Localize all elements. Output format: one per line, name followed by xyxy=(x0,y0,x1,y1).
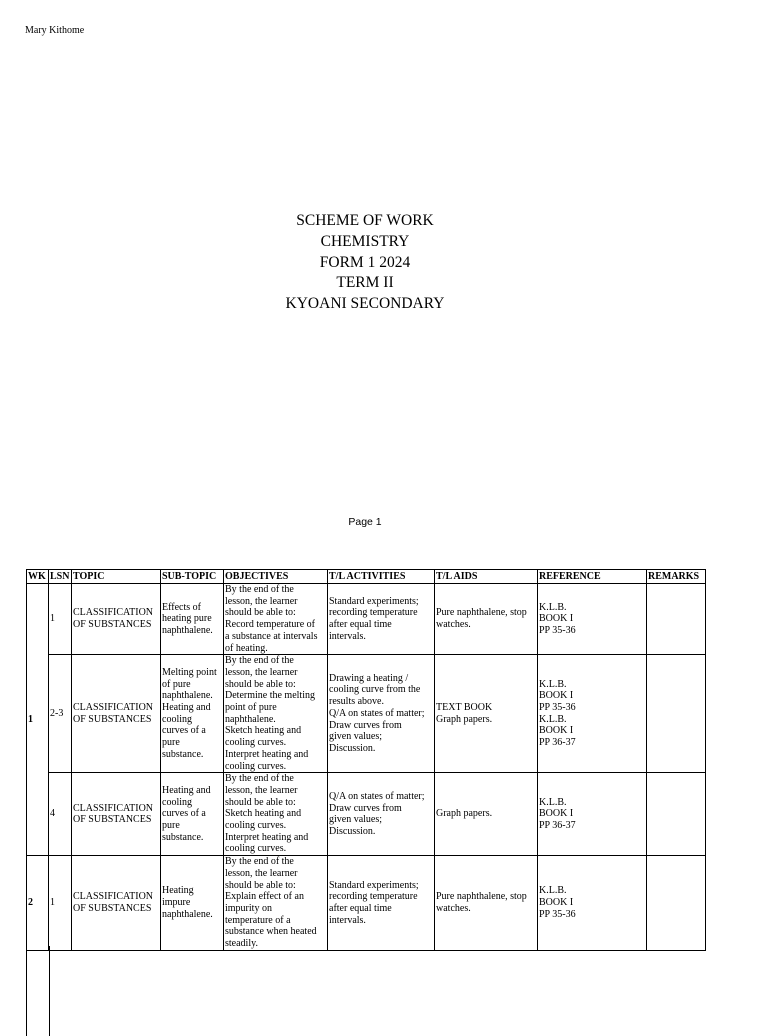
subtopic-cell: Heating impure naphthalene. xyxy=(161,856,224,951)
week-cell: 2 xyxy=(27,856,49,951)
header-objectives: OBJECTIVES xyxy=(224,570,328,584)
lesson-cell: 4 xyxy=(49,773,72,856)
remarks-cell xyxy=(647,584,706,655)
title-line: TERM II xyxy=(336,274,394,292)
header-remarks: REMARKS xyxy=(647,570,706,584)
activities-cell: Standard experiments; recording temperature after equal time intervals. xyxy=(328,856,435,951)
lesson-cell: 2-3 xyxy=(49,655,72,773)
title-line: FORM 1 2024 xyxy=(319,253,411,271)
header-wk: WK xyxy=(27,570,49,584)
reference-cell: K.L.B. BOOK I PP 35-36 xyxy=(538,856,647,951)
lesson-cell: 1 xyxy=(49,584,72,655)
aids-cell: Pure naphthalene, stop watches. xyxy=(435,856,538,951)
reference-cell: K.L.B. BOOK I PP 36-37 xyxy=(538,773,647,856)
table-header-row xyxy=(27,570,706,584)
header-lsn: LSN xyxy=(49,570,72,584)
scheme-of-work-table xyxy=(26,569,706,951)
objectives-cell: By the end of the lesson, the learner should be able to: Explain effect of an impurity on temperature of a substance when heated steadily. xyxy=(224,856,328,951)
subtopic-cell: Melting point of pure naphthalene. Heating and cooling curves of a pure substance. xyxy=(161,655,224,773)
title-line: CHEMISTRY xyxy=(320,232,410,250)
title-line: SCHEME OF WORK xyxy=(296,212,434,229)
table-row xyxy=(27,773,706,856)
activities-cell: Drawing a heating / cooling curve from the results above. Q/A on states of matter; Draw curves from given values; Discussion. xyxy=(328,655,435,773)
week-cell: 1 xyxy=(27,584,49,856)
author-name: Mary Kithome xyxy=(25,25,85,36)
document-title xyxy=(0,211,730,315)
table-row xyxy=(27,856,706,951)
header-aids: T/L AIDS xyxy=(435,570,538,584)
remarks-cell xyxy=(647,856,706,951)
objectives-cell: By the end of the lesson, the learner should be able to: Record temperature of a substance at intervals of heating. xyxy=(224,584,328,655)
subtopic-cell: Heating and cooling curves of a pure substance. xyxy=(161,773,224,856)
topic-cell: CLASSIFICATION OF SUBSTANCES xyxy=(72,655,161,773)
topic-cell: CLASSIFICATION OF SUBSTANCES xyxy=(72,584,161,655)
title-line: KYOANI SECONDARY xyxy=(285,295,445,313)
table-row xyxy=(27,584,706,655)
table-row xyxy=(27,655,706,773)
header-subtopic: SUB-TOPIC xyxy=(161,570,224,584)
lesson-cell: 1 xyxy=(49,856,72,951)
page-number: Page 1 xyxy=(348,516,382,528)
remarks-cell xyxy=(647,773,706,856)
aids-cell: TEXT BOOK Graph papers. xyxy=(435,655,538,773)
topic-cell: CLASSIFICATION OF SUBSTANCES xyxy=(72,856,161,951)
table-continuation xyxy=(26,946,50,1036)
remarks-cell xyxy=(647,655,706,773)
aids-cell: Graph papers. xyxy=(435,773,538,856)
header-activities: T/L ACTIVITIES xyxy=(328,570,435,584)
objectives-cell: By the end of the lesson, the learner should be able to: Determine the melting point of pure naphthalene. Sketch heating and cooling curves. Interpret heating and cooling curves. xyxy=(224,655,328,773)
topic-cell: CLASSIFICATION OF SUBSTANCES xyxy=(72,773,161,856)
header-reference: REFERENCE xyxy=(538,570,647,584)
objectives-cell: By the end of the lesson, the learner should be able to: Sketch heating and cooling curves. Interpret heating and cooling curves. xyxy=(224,773,328,856)
activities-cell: Standard experiments; recording temperature after equal time intervals. xyxy=(328,584,435,655)
reference-cell: K.L.B. BOOK I PP 35-36 xyxy=(538,584,647,655)
activities-cell: Q/A on states of matter; Draw curves from given values; Discussion. xyxy=(328,773,435,856)
reference-cell: K.L.B. BOOK I PP 35-36 K.L.B. BOOK I PP 36-37 xyxy=(538,655,647,773)
aids-cell: Pure naphthalene, stop watches. xyxy=(435,584,538,655)
subtopic-cell: Effects of heating pure naphthalene. xyxy=(161,584,224,655)
header-topic: TOPIC xyxy=(72,570,161,584)
